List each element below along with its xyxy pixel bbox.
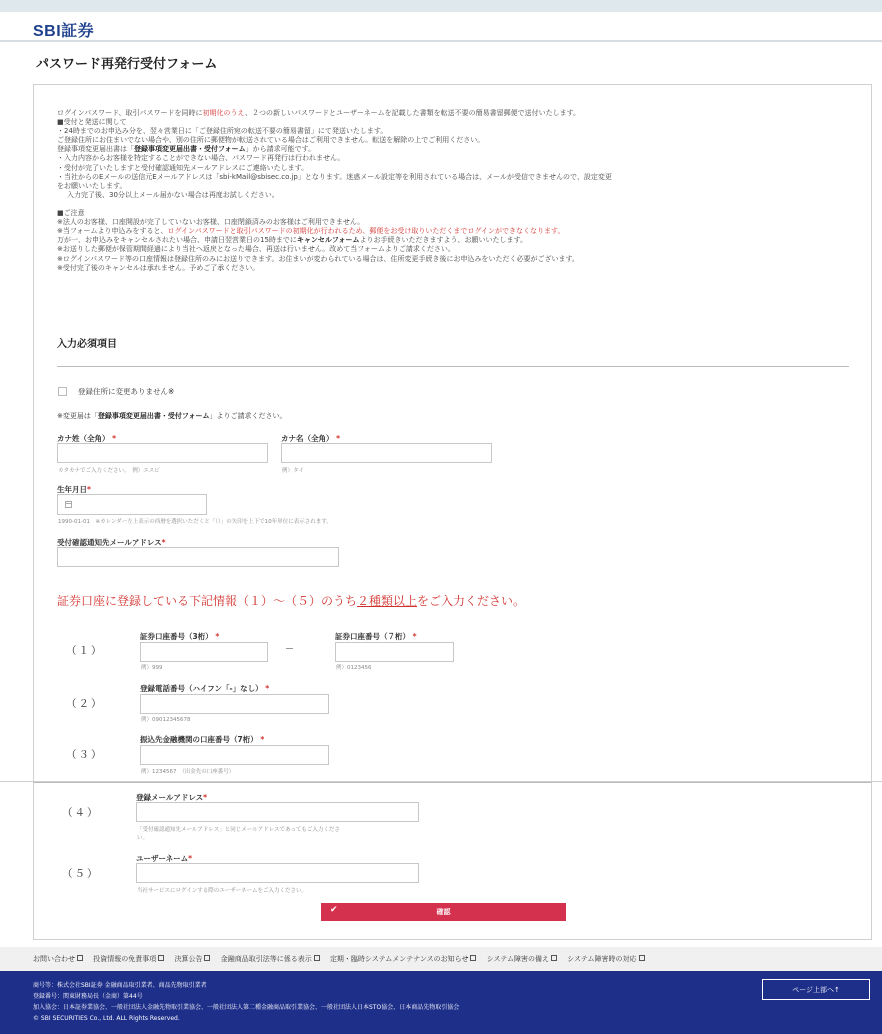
- birthdate-input[interactable]: [57, 494, 207, 515]
- site-footer: [0, 971, 882, 1034]
- calendar-icon: [65, 501, 72, 508]
- branch-hint: 例）999: [141, 665, 163, 671]
- confirm-button[interactable]: [321, 903, 566, 921]
- kana-mei-label: カナ名（全角） *: [281, 434, 341, 443]
- confirm-label: 確認: [436, 908, 451, 916]
- footer-link-disclaimer[interactable]: 投資情報の免責事項: [93, 955, 164, 963]
- item-number-4: （４）: [62, 807, 100, 819]
- phone-hint: 例）09012345678: [141, 717, 191, 723]
- kana-mei-input[interactable]: [281, 443, 492, 463]
- phone-label: 登録電話番号（ハイフン「-」なし） *: [140, 684, 270, 693]
- external-link-icon: [158, 955, 164, 961]
- account-hint: 例）0123456: [336, 665, 372, 671]
- username-input[interactable]: [136, 863, 419, 883]
- change-note: ※変更届は「登録事項変更届出書・受付フォーム」よりご請求ください。: [57, 412, 287, 420]
- branch-label: 証券口座番号（3桁） *: [140, 632, 220, 641]
- section-divider: [57, 366, 849, 367]
- red-heading: 証券口座に登録している下記情報（１）～（５）のうち２種類以上をご入力ください。: [57, 594, 526, 608]
- email-label: 受付確認通知先メールアドレス*: [57, 538, 166, 547]
- no-address-change-checkbox[interactable]: [58, 387, 67, 396]
- kana-sei-label: カナ姓（全角） *: [57, 434, 117, 443]
- top-band: [0, 0, 882, 12]
- kana-mei-hint: 例）タイ: [282, 468, 304, 474]
- account-number-input[interactable]: [335, 642, 454, 662]
- username-hint: 当社サービスにログインする際のユーザーネームをご入力ください。: [137, 888, 307, 894]
- reg-email-hint-2: い。: [137, 835, 149, 841]
- dash-separator: [286, 648, 293, 649]
- birth-hint: 1990-01-01 ※カレンダー左上表示の西暦を選択いただくと「（）」の矢印を上下で10年単位に表示されます。: [58, 519, 332, 525]
- birth-label: 生年月日*: [57, 485, 91, 494]
- kana-sei-hint: カタカナでご入力ください。 例）エスビ: [58, 468, 160, 474]
- external-link-icon: [551, 955, 557, 961]
- no-address-change-label[interactable]: 登録住所に変更ありません※: [78, 387, 175, 396]
- page-top-button[interactable]: ページ上部へ↑: [762, 979, 870, 1000]
- kana-sei-input[interactable]: [57, 443, 268, 463]
- external-link-icon: [77, 955, 83, 961]
- reg-email-label: 登録メールアドレス*: [136, 793, 208, 802]
- change-form-link[interactable]: 登録事項変更届出書・受付フォーム: [134, 145, 246, 154]
- footer-link-failure-prep[interactable]: システム障害の備え: [487, 955, 557, 963]
- notice-text: ログインパスワード、取引パスワードを同時に初期化のうえ、２つの新しいパスワードとユーザーネームを記載した書類を転送不要の簡易書留郵便で送付いたします。 ■受付と発送に関して ・24時までのお申込み分を、翌々営業日に「ご登録住所宛の転送不要の簡易書留」にて発送いたします。 ご登録住所にお住まいでない場合や、別の住所に郵便物が転送されている場合はご利用できません。転送を解除の上でご利用ください。 登録事項変更届出書は「登録事項変更届出書・受付フォーム」から請求可能です。 ・入力内容からお客様を特定することができない場合、パスワード再発行は行われません。 ・受付が完了いたしますと受付確認通知先メールアドレスにご連絡いたします。 ・当社からのEメールの送信元Eメールアドレスは「sbi-kMail@sbisec.co.jp」となります。迷惑メール設定等を利用されている場合は、メールが受信できませんので、設定変更 をお願いいたします。 入力完了後、30分以上メール届かない場合は再度お試しください。 ■ご注意 ※法人のお客様、口座開設が完了していないお客様、口座閉鎖済みのお客様はご利用できません。 ※当フォームより申込みをすると、ログインパスワードと取引パスワードの初期化が行われるため、郵便をお受け取りいただくまでログインができなくなります。 万が一、お申込みをキャンセルされたい場合、申請日翌営業日の15時までにキャンセルフォームよりお手続きいただきますよう、お願いいたします。 ※お送りした郵便が保管期間経過により当社へ返戻となった場合、再送は行いません。改めて当フォームよりご請求ください。 ※ログインパスワード等の口座情報は登録住所のみにお送りできます。お住まいが変わられている場合は、住所変更手続き後にお申込みをいただく必要がございます。 ※受付完了後のキャンセルは承れません。予めご了承ください。: [57, 109, 612, 272]
- external-link-icon: [639, 955, 645, 961]
- footer-link-contact[interactable]: お問い合わせ: [33, 955, 83, 963]
- footer-link-law[interactable]: 金融商品取引法等に係る表示: [221, 955, 320, 963]
- sbi-logo[interactable]: SBI証券: [33, 23, 95, 40]
- branch-number-input[interactable]: [140, 642, 268, 662]
- external-link-icon: [470, 955, 476, 961]
- section-title: 入力必須項目: [57, 339, 117, 350]
- footer-nav: [0, 947, 882, 971]
- company-info: 商号等：株式会社SBI証券 金融商品取引業者、商品先物取引業者 登録番号：関東財務局長（金商）第44号 加入協会：日本証券業協会、一般社団法人金融先物取引業協会、一般社団法人第二種金融商品取引業協会、一般社団法人日本STO協会、日本商品先物取引協会 © SBI SECURITIES Co., Ltd. ALL Rights Reserved.: [33, 982, 460, 1022]
- bank-account-input[interactable]: [140, 745, 329, 765]
- item-number-1: （１）: [66, 645, 104, 657]
- footer-link-financial[interactable]: 決算公告: [174, 955, 210, 963]
- footer-link-maintenance[interactable]: 定期・臨時システムメンテナンスのお知らせ: [330, 955, 477, 963]
- bank-label: 振込先金融機関の口座番号（7桁） *: [140, 735, 265, 744]
- item-number-3: （３）: [66, 749, 104, 761]
- username-label: ユーザーネーム*: [136, 854, 193, 863]
- item-number-5: （５）: [62, 868, 100, 880]
- bank-hint: 例）1234567 （出金先の口座番号）: [141, 769, 235, 775]
- email-input[interactable]: [57, 547, 339, 567]
- check-icon: ✔: [330, 905, 338, 915]
- item-number-2: （２）: [66, 698, 104, 710]
- external-link-icon: [314, 955, 320, 961]
- change-form-link-2[interactable]: 登録事項変更届出書・受付フォーム: [97, 412, 210, 420]
- reg-email-hint: 「受付確認通知先メールアドレス」と同じメールアドレスであってもご入力くださ: [137, 827, 340, 833]
- account-label: 証券口座番号（７桁） *: [335, 632, 417, 641]
- footer-link-failure-response[interactable]: システム障害時の対応: [567, 955, 644, 963]
- registered-email-input[interactable]: [136, 802, 419, 822]
- phone-input[interactable]: [140, 694, 329, 714]
- external-link-icon: [204, 955, 210, 961]
- site-header: [0, 12, 882, 42]
- cancel-form-link[interactable]: キャンセルフォーム: [296, 236, 360, 245]
- page-title: パスワード再発行受付フォーム: [36, 57, 218, 72]
